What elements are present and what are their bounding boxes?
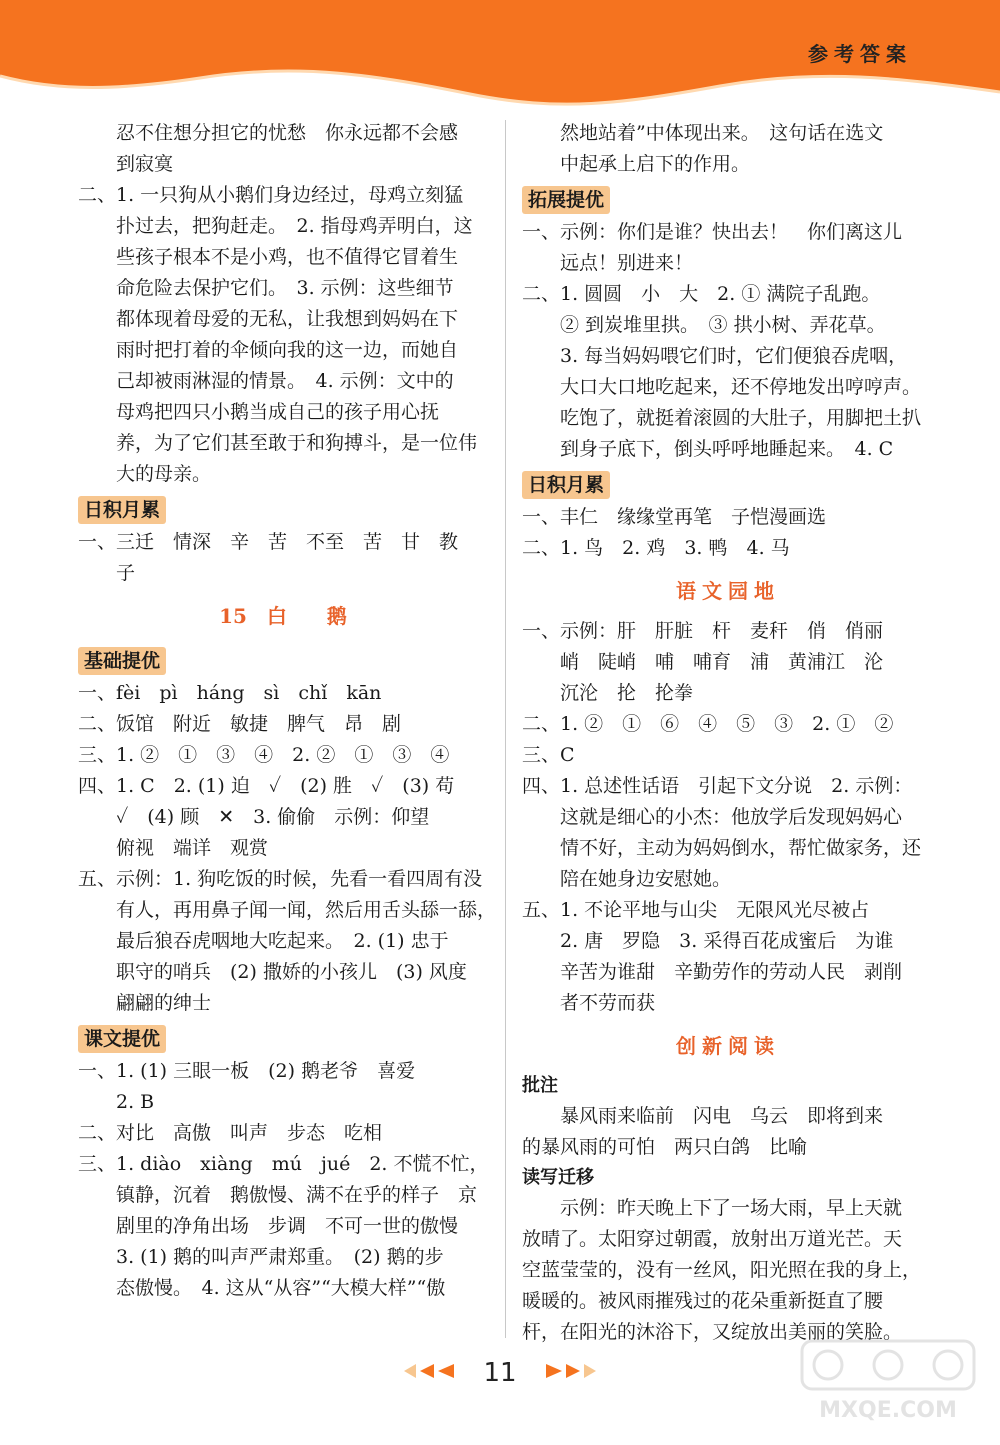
answer-line: 暖暖的。被风雨摧残过的花朵重新挺直了腰 <box>522 1290 884 1312</box>
answer-line: 峭 陡峭 哺 哺育 浦 黄浦江 沦 <box>560 651 884 673</box>
prev-arrows-icon <box>402 1361 462 1385</box>
section-tag-row <box>78 1019 488 1056</box>
answer-line: 二、1. ② ① ⑥ ④ ⑤ ③ 2. ① ② <box>522 713 894 735</box>
answer-line: 情不好，主动为妈妈倒水，帮忙做家务，还 <box>560 837 922 859</box>
answer-line: 的暴风雨的可怕 两只白鸽 比喻 <box>522 1136 808 1158</box>
section-tag: 日积月累 <box>522 471 610 499</box>
next-arrows-icon <box>538 1361 598 1385</box>
answer-line: 子 <box>116 562 136 584</box>
answer-line: 沉沦 抡 抡拳 <box>560 682 694 704</box>
section-tag-row <box>522 465 934 502</box>
answer-line: 3. (1) 鹅的叫声严肃郑重。 (2) 鹅的步 <box>116 1246 444 1268</box>
answer-line: 大的母亲。 <box>116 463 212 485</box>
answer-line: 中起承上启下的作用。 <box>560 153 751 175</box>
answer-line: 二、对比 高傲 叫声 步态 吃相 <box>78 1122 383 1144</box>
left-column <box>78 118 497 1304</box>
answer-line: 二、1. 鸟 2. 鸡 3. 鸭 4. 马 <box>522 537 790 559</box>
header-title: 参考答案 <box>808 42 912 66</box>
answer-line: 辛苦为谁甜 辛勤劳作的劳动人民 剥削 <box>560 961 903 983</box>
answer-line: 翩翩的绅士 <box>116 992 212 1014</box>
answer-line: 杆，在阳光的沐浴下，又绽放出美丽的笑脸。 <box>522 1321 903 1343</box>
answer-line: 远点！别进来！ <box>560 252 694 274</box>
answer-line: 陪在她身边安慰她。 <box>560 868 732 890</box>
answer-line: 者不劳而获 <box>560 992 656 1014</box>
answer-line: 三、C <box>522 744 575 766</box>
answer-line: 空蓝莹莹的，没有一丝风，阳光照在我的身上， <box>522 1259 922 1281</box>
answer-line: 吃饱了，就挺着滚圆的大肚子，用脚把土扒 <box>560 407 922 429</box>
answer-line: 放晴了。太阳穿过朝霞，放射出万道光芒。天 <box>522 1228 903 1250</box>
answer-line: 三、1. diào xiàng mú jué 2. 不慌不忙， <box>78 1153 489 1175</box>
answer-line: 到身子底下，倒头呼呼地睡起来。 4. C <box>560 438 894 460</box>
answer-line: 二、1. 圆圆 小 大 2. ① 满院子乱跑。 <box>522 283 881 305</box>
sub-heading: 读写迁移 <box>522 1167 594 1188</box>
answer-line: 然地站着”中体现出来。 这句话在选文 <box>560 122 884 144</box>
answer-line: 命危险去保护它们。 3. 示例：这些细节 <box>116 277 454 299</box>
answer-line: 一、fèi pì háng sì chǐ kān <box>78 682 382 704</box>
section-tag-row <box>522 180 934 217</box>
section-title: 创新阅读 <box>676 1034 780 1058</box>
answer-line: 态傲慢。 4. 这从“从容”“大模大样”“傲 <box>116 1277 446 1299</box>
section-tag: 拓展提优 <box>522 186 610 214</box>
answer-line: 剧里的净角出场 步调 不可一世的傲慢 <box>116 1215 459 1237</box>
answer-line: 雨时把打着的伞倾向我的这一边，而她自 <box>116 339 459 361</box>
answer-line: 一、丰仁 缘缘堂再笔 子恺漫画选 <box>522 506 827 528</box>
column-divider <box>505 120 506 1338</box>
answer-line: 五、示例：1. 狗吃饭的时候，先看一看四周有没 <box>78 868 483 890</box>
section-title: 15 白 鹅 <box>219 604 347 628</box>
sub-heading: 批注 <box>522 1075 558 1096</box>
answer-line: 一、示例：你们是谁？快出去！ 你们离这儿 <box>522 221 903 243</box>
watermark-text: MXQE.COM <box>819 1398 957 1423</box>
answer-line: 些孩子根本不是小鸡，也不值得它冒着生 <box>116 246 459 268</box>
answer-line: 五、1. 不论平地与山尖 无限风光尽被占 <box>522 899 870 921</box>
answer-line: 大口大口地吃起来，还不停地发出哼哼声。 <box>560 376 922 398</box>
answer-line: 暴风雨来临前 闪电 乌云 即将到来 <box>560 1105 884 1127</box>
answer-line: 二、饭馆 附近 敏捷 脾气 昂 剧 <box>78 713 402 735</box>
answer-line: ✓ (4) 顾 ✕ 3. 偷偷 示例：仰望 <box>116 806 430 828</box>
watermark-logo <box>788 1337 988 1427</box>
section-tag: 日积月累 <box>78 496 166 524</box>
answer-line: 3. 每当妈妈喂它们时，它们便狼吞虎咽， <box>560 345 908 367</box>
answer-line: 职守的哨兵 (2) 撒娇的小孩儿 (3) 风度 <box>116 961 467 983</box>
answer-line: 一、示例：肝 肝脏 杆 麦秆 俏 俏丽 <box>522 620 884 642</box>
answer-line: 三、1. ② ① ③ ④ 2. ② ① ③ ④ <box>78 744 450 766</box>
answer-line: 到寂寞 <box>116 153 174 175</box>
right-column <box>522 118 934 1348</box>
answer-line: 四、1. 总述性话语 引起下文分说 2. 示例： <box>522 775 913 797</box>
answer-line: 母鸡把四只小鹅当成自己的孩子用心抚 <box>116 401 440 423</box>
answer-line: 有人，再用鼻子闻一闻，然后用舌头舔一舔， <box>116 899 497 921</box>
answer-line: 俯视 端详 观赏 <box>116 837 269 859</box>
answer-line: 己却被雨淋湿的情景。 4. 示例：文中的 <box>116 370 454 392</box>
answer-line: ② 到炭堆里拱。 ③ 拱小树、弄花草。 <box>560 314 886 336</box>
section-title: 语文园地 <box>676 579 780 603</box>
section-tag-row <box>78 490 488 527</box>
answer-line: 扑过去，把狗赶走。 2. 指母鸡弄明白，这 <box>116 215 473 237</box>
page-number: 11 <box>483 1358 517 1388</box>
answer-line: 一、三迁 情深 辛 苦 不至 苦 甘 教 <box>78 531 459 553</box>
answer-line: 2. B <box>116 1091 155 1113</box>
answer-line: 2. 唐 罗隐 3. 采得百花成蜜后 为谁 <box>560 930 894 952</box>
answer-line: 示例：昨天晚上下了一场大雨，早上天就 <box>560 1197 903 1219</box>
answer-line: 四、1. C 2. (1) 迫 ✓ (2) 胜 ✓ (3) 苟 <box>78 775 455 797</box>
answer-line: 这就是细心的小杰：他放学后发现妈妈心 <box>560 806 903 828</box>
answer-line: 二、1. 一只狗从小鹅们身边经过，母鸡立刻猛 <box>78 184 464 206</box>
answer-line: 都体现着母爱的无私，让我想到妈妈在下 <box>116 308 459 330</box>
answer-line: 最后狼吞虎咽地大吃起来。 2. (1) 忠于 <box>116 930 449 952</box>
section-tag-row <box>78 641 488 678</box>
answer-line: 忍不住想分担它的忧愁 你永远都不会感 <box>116 122 459 144</box>
answer-line: 镇静，沉着 鹅傲慢、满不在乎的样子 京 <box>116 1184 478 1206</box>
answer-line: 一、1. (1) 三眼一板 (2) 鹅老爷 喜爱 <box>78 1060 416 1082</box>
section-tag: 基础提优 <box>78 647 166 675</box>
section-tag: 课文提优 <box>78 1025 166 1053</box>
answer-line: 养，为了它们甚至敢于和狗搏斗，是一位伟 <box>116 432 478 454</box>
